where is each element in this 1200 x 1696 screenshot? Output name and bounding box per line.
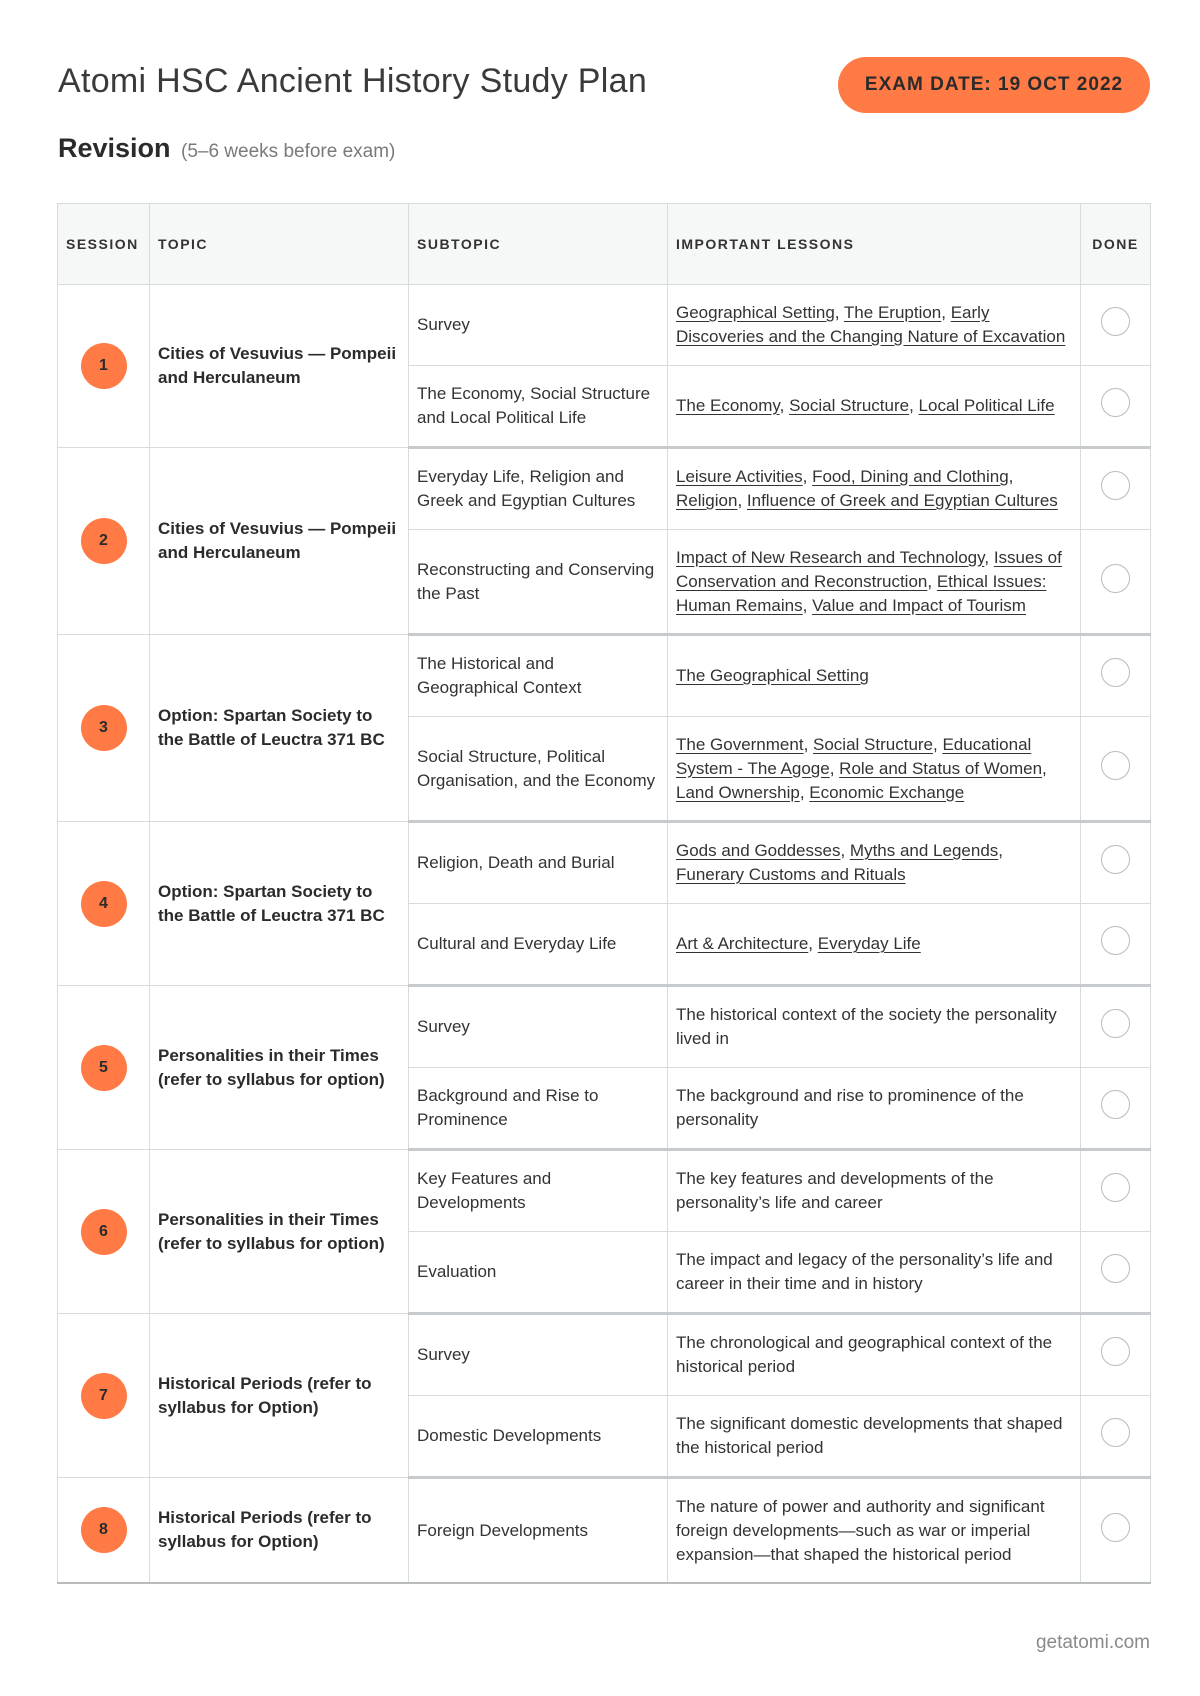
done-cell (1081, 1232, 1151, 1314)
topic-cell: Cities of Vesuvius — Pompeii and Herculaneum (150, 448, 409, 635)
lesson-link[interactable]: Impact of New Research and Technology (676, 547, 985, 567)
done-cell (1081, 717, 1151, 822)
important-lessons-cell: The Government, Social Structure, Educational System - The Agoge, Role and Status of Women, Land Ownership, Economic Exchange (668, 717, 1081, 822)
section-title: Revision (58, 133, 171, 163)
table-header-row (58, 204, 1151, 285)
lesson-link[interactable]: Religion (676, 491, 738, 510)
important-lessons-cell: Art & Architecture, Everyday Life (668, 904, 1081, 986)
subtopic-cell: Background and Rise to Prominence (409, 1068, 668, 1150)
subtopic-cell: The Economy, Social Structure and Local Political Life (409, 366, 668, 448)
important-lessons-cell: Gods and Goddesses, Myths and Legends, Funerary Customs and Rituals (668, 822, 1081, 904)
session-number-badge: 5 (81, 1045, 127, 1091)
topic-cell: Option: Spartan Society to the Battle of Leuctra 371 BC (150, 635, 409, 822)
session-cell (58, 1478, 150, 1584)
lesson-description: The key features and developments of the personality’s life and career (676, 1169, 994, 1212)
session-cell (58, 822, 150, 986)
topic-cell: Historical Periods (refer to syllabus for Option) (150, 1314, 409, 1478)
exam-date-badge: EXAM DATE: 19 OCT 2022 (838, 57, 1150, 113)
done-cell (1081, 1314, 1151, 1396)
lesson-link[interactable]: Social Structure (789, 396, 910, 415)
lesson-link[interactable]: Art & Architecture (676, 934, 809, 953)
important-lessons-cell (668, 1396, 1081, 1478)
done-checkbox-circle[interactable] (1101, 926, 1130, 955)
footer-site-link[interactable]: getatomi.com (1035, 1632, 1150, 1653)
subtopic-cell: Domestic Developments (409, 1396, 668, 1478)
column-header-subtopic: SUBTOPIC (409, 204, 668, 285)
lesson-description: The significant domestic developments that shaped the historical period (676, 1414, 1063, 1457)
topic-cell: Historical Periods (refer to syllabus for Option) (150, 1478, 409, 1584)
subtopic-cell: Key Features and Developments (409, 1150, 668, 1232)
session-cell (58, 1150, 150, 1314)
lesson-description: The nature of power and authority and significant foreign developments—such as war or imperial expansion—that shaped the historical period (676, 1496, 1045, 1564)
done-cell (1081, 635, 1151, 717)
done-checkbox-circle[interactable] (1101, 751, 1130, 780)
done-checkbox-circle[interactable] (1101, 1009, 1130, 1038)
important-lessons-cell (668, 1232, 1081, 1314)
lesson-link[interactable]: Leisure Activities (676, 467, 803, 486)
session-number-badge: 3 (81, 705, 127, 751)
important-lessons-cell (668, 1068, 1081, 1150)
done-checkbox-circle[interactable] (1101, 1513, 1130, 1542)
session-cell (58, 1314, 150, 1478)
done-checkbox-circle[interactable] (1101, 471, 1130, 500)
section-heading (58, 133, 395, 164)
subtopic-cell: Survey (409, 285, 668, 366)
important-lessons-cell: Leisure Activities, Food, Dining and Clothing, Religion, Influence of Greek and Egyptian Cultures (668, 448, 1081, 530)
subtopic-cell: Everyday Life, Religion and Greek and Egyptian Cultures (409, 448, 668, 530)
lesson-link[interactable]: Funerary Customs and Rituals (676, 865, 906, 884)
done-checkbox-circle[interactable] (1101, 1254, 1130, 1283)
done-cell (1081, 448, 1151, 530)
lesson-link[interactable]: Food, Dining and Clothing (812, 467, 1009, 486)
done-cell (1081, 285, 1151, 366)
important-lessons-cell: Impact of New Research and Technology, Issues of Conservation and Reconstruction, Ethical Issues: Human Remains, Value and Impact of Tourism (668, 530, 1081, 635)
lesson-link[interactable]: Influence of Greek and Egyptian Cultures (746, 491, 1058, 510)
done-checkbox-circle[interactable] (1101, 1418, 1130, 1447)
subtopic-cell: Social Structure, Political Organisation, and the Economy (409, 717, 668, 822)
table-row (58, 1478, 1151, 1584)
table-row (58, 822, 1151, 904)
done-checkbox-circle[interactable] (1101, 1337, 1130, 1366)
study-plan-body (58, 285, 1151, 1584)
lesson-link[interactable]: Everyday Life (817, 934, 921, 953)
lesson-link[interactable]: Early Discoveries and the Changing Nature of Excavation (676, 303, 1066, 346)
lesson-link[interactable]: Social Structure (813, 734, 934, 754)
column-header-done: DONE (1081, 204, 1151, 285)
lesson-link[interactable]: Economic Exchange (809, 782, 965, 802)
lesson-link[interactable]: Land Ownership (676, 782, 800, 802)
table-row (58, 285, 1151, 366)
section-timing-note: (5–6 weeks before exam) (181, 141, 396, 162)
lesson-description: The impact and legacy of the personality’s life and career in their time and in history (676, 1250, 1053, 1293)
topic-cell: Cities of Vesuvius — Pompeii and Herculaneum (150, 285, 409, 448)
lesson-link[interactable]: The Eruption (843, 303, 942, 322)
subtopic-cell: Reconstructing and Conserving the Past (409, 530, 668, 635)
done-cell (1081, 366, 1151, 448)
session-number-badge: 1 (81, 343, 127, 389)
table-row (58, 448, 1151, 530)
done-checkbox-circle[interactable] (1101, 388, 1130, 417)
subtopic-cell: Survey (409, 1314, 668, 1396)
done-checkbox-circle[interactable] (1101, 564, 1130, 593)
study-plan-table (57, 203, 1151, 1584)
important-lessons-cell: Geographical Setting, The Eruption, Early Discoveries and the Changing Nature of Excavation (668, 285, 1081, 366)
important-lessons-cell (668, 1314, 1081, 1396)
lesson-description: The background and rise to prominence of the personality (676, 1086, 1024, 1129)
column-header-topic: TOPIC (150, 204, 409, 285)
lesson-link[interactable]: Myths and Legends (849, 841, 999, 860)
topic-cell: Personalities in their Times (refer to syllabus for option) (150, 1150, 409, 1314)
done-cell (1081, 530, 1151, 635)
lesson-link[interactable]: Ethical Issues: Human Remains (676, 571, 1047, 615)
session-cell (58, 448, 150, 635)
subtopic-cell: Religion, Death and Burial (409, 822, 668, 904)
lesson-link[interactable]: The Economy (676, 396, 780, 415)
subtopic-cell: Cultural and Everyday Life (409, 904, 668, 986)
lesson-link[interactable]: The Government (676, 734, 804, 754)
table-row (58, 635, 1151, 717)
done-checkbox-circle[interactable] (1101, 307, 1130, 336)
column-header-session: SESSION (58, 204, 150, 285)
session-number-badge: 8 (81, 1507, 127, 1553)
done-cell (1081, 1068, 1151, 1150)
done-cell (1081, 1478, 1151, 1584)
session-number-badge: 7 (81, 1373, 127, 1419)
done-cell (1081, 904, 1151, 986)
lesson-link[interactable]: Local Political Life (918, 396, 1055, 415)
session-number-badge: 4 (81, 881, 127, 927)
subtopic-cell: The Historical and Geographical Context (409, 635, 668, 717)
column-header-important-lessons: IMPORTANT LESSONS (668, 204, 1081, 285)
lesson-description: The chronological and geographical context of the historical period (676, 1333, 1053, 1376)
important-lessons-cell (668, 635, 1081, 717)
topic-cell: Option: Spartan Society to the Battle of Leuctra 371 BC (150, 822, 409, 986)
lesson-link[interactable]: Gods and Goddesses (676, 841, 841, 860)
topic-cell: Personalities in their Times (refer to syllabus for option) (150, 986, 409, 1150)
subtopic-cell: Evaluation (409, 1232, 668, 1314)
session-cell (58, 986, 150, 1150)
important-lessons-cell: The Economy, Social Structure, Local Political Life (668, 366, 1081, 448)
subtopic-cell: Survey (409, 986, 668, 1068)
done-cell (1081, 1150, 1151, 1232)
table-row (58, 1150, 1151, 1232)
done-checkbox-circle[interactable] (1101, 845, 1130, 874)
done-checkbox-circle[interactable] (1101, 658, 1130, 687)
table-row (58, 986, 1151, 1068)
lesson-link[interactable]: Role and Status of Women (839, 758, 1043, 778)
lesson-link[interactable]: Educational System - The Agoge (676, 734, 1032, 778)
done-checkbox-circle[interactable] (1101, 1173, 1130, 1202)
done-cell (1081, 986, 1151, 1068)
done-checkbox-circle[interactable] (1101, 1090, 1130, 1119)
session-cell (58, 285, 150, 448)
done-cell (1081, 1396, 1151, 1478)
session-number-badge: 2 (81, 518, 127, 564)
table-row (58, 1314, 1151, 1396)
important-lessons-cell (668, 986, 1081, 1068)
session-cell (58, 635, 150, 822)
lesson-link[interactable]: Geographical Setting (676, 303, 835, 322)
page-title: Atomi HSC Ancient History Study Plan (58, 62, 648, 100)
lesson-link[interactable]: Issues of Conservation and Reconstruction (676, 547, 1062, 591)
important-lessons-cell (668, 1478, 1081, 1584)
done-cell (1081, 822, 1151, 904)
lesson-description: The historical context of the society the personality lived in (676, 1005, 1057, 1048)
lesson-link[interactable]: The Geographical Setting (676, 666, 869, 685)
important-lessons-cell (668, 1150, 1081, 1232)
session-number-badge: 6 (81, 1209, 127, 1255)
subtopic-cell: Foreign Developments (409, 1478, 668, 1584)
lesson-link[interactable]: Value and Impact of Tourism (812, 595, 1026, 615)
